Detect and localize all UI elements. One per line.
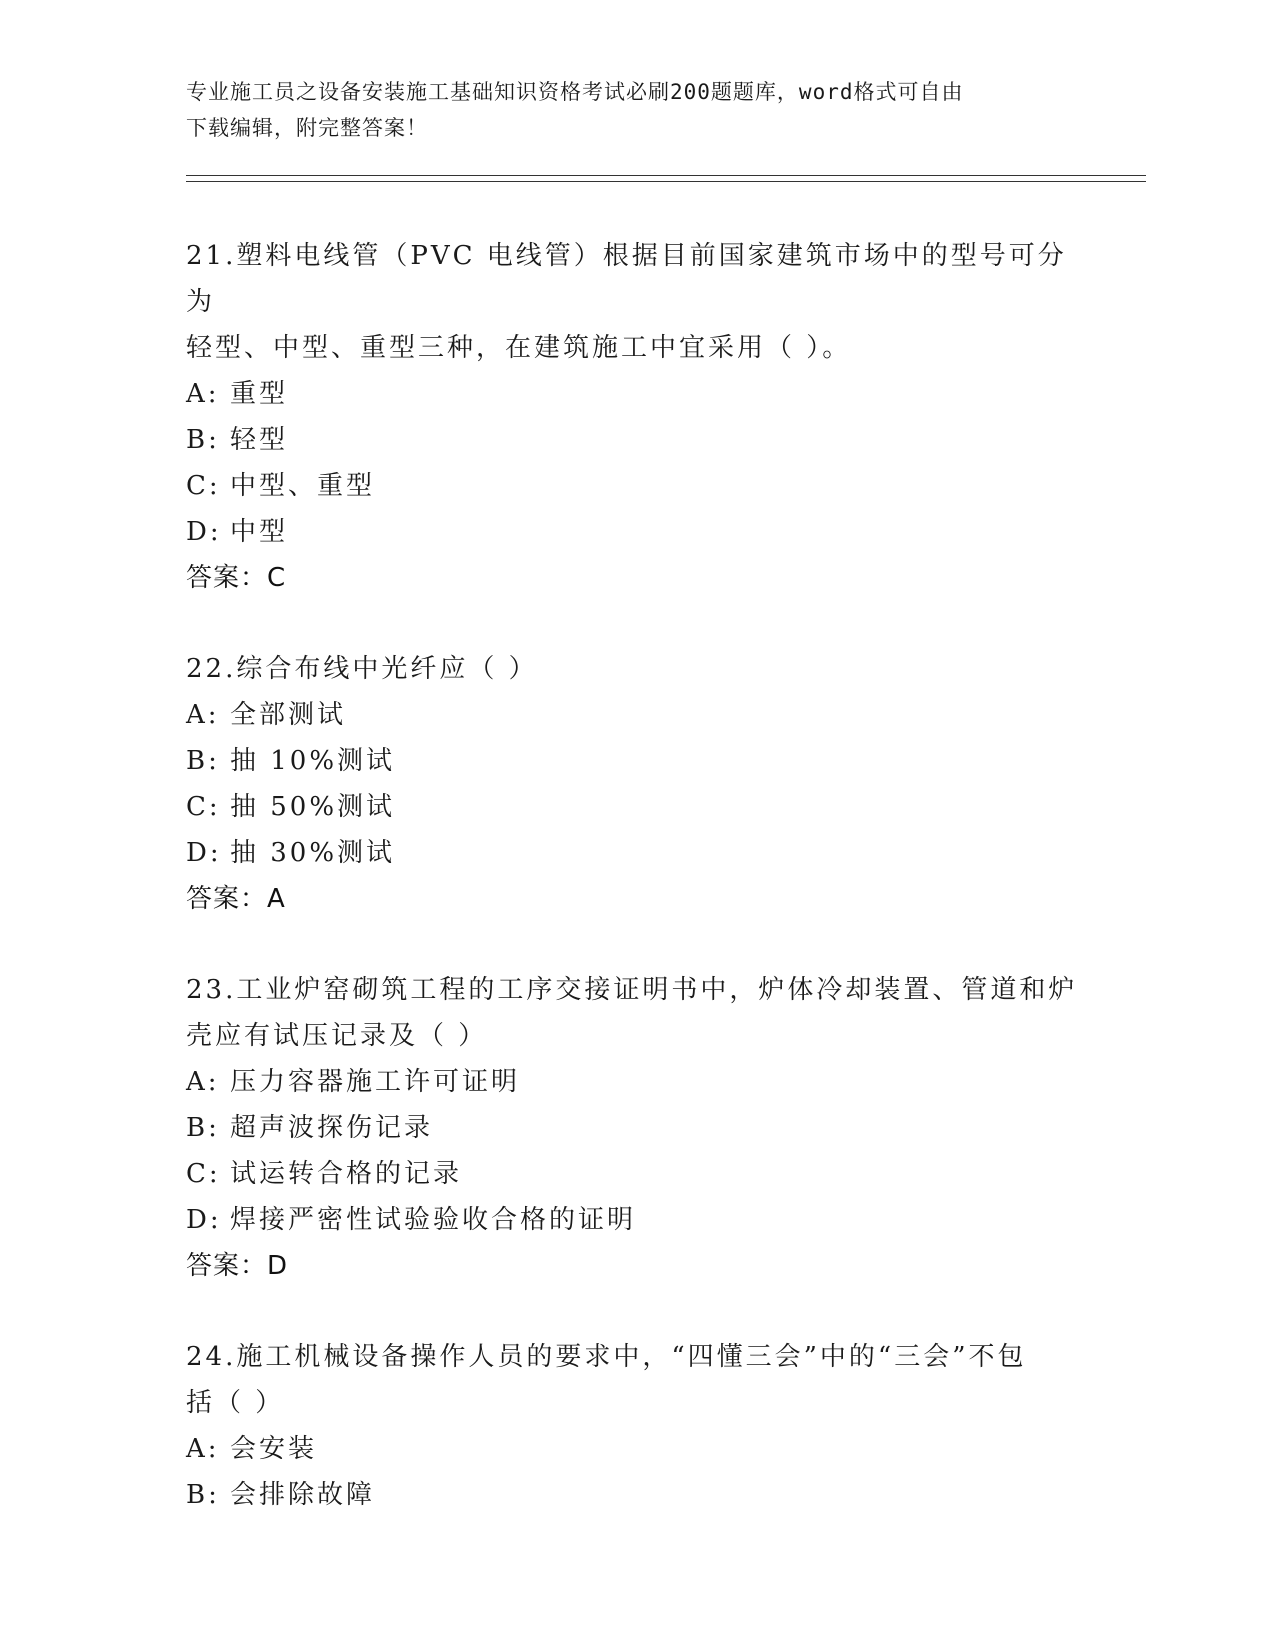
option-text: 会安装 (230, 1434, 318, 1464)
option-key: C: (186, 471, 221, 501)
option-key: A: (186, 1067, 220, 1097)
answer-line: 答案：C (186, 563, 287, 593)
option-key: D: (186, 517, 222, 547)
option-d (186, 509, 1086, 555)
option-text: 中型 (230, 517, 289, 547)
question-text-continued: 括（ ） (186, 1388, 285, 1418)
option-key: C: (186, 792, 221, 822)
option-text: 试运转合格的记录 (230, 1159, 463, 1189)
option-text: 会排除故障 (230, 1480, 376, 1510)
option-key: B: (186, 1480, 220, 1510)
question-spacer (186, 922, 1086, 967)
question-text: 21.塑料电线管（PVC 电线管）根据目前国家建筑市场中的型号可分为 (186, 241, 1067, 317)
option-d (186, 830, 1086, 876)
question-24 (186, 1334, 1086, 1518)
option-key: C: (186, 1159, 221, 1189)
option-key: B: (186, 425, 220, 455)
option-text: 抽 50%测试 (230, 792, 396, 822)
question-text-continued: 轻型、中型、重型三种，在建筑施工中宜采用（ ）。 (186, 333, 852, 363)
question-text: 23.工业炉窑砌筑工程的工序交接证明书中，炉体冷却装置、管道和炉 (186, 975, 1078, 1005)
option-b (186, 738, 1086, 784)
option-text: 重型 (230, 379, 289, 409)
option-a (186, 1426, 1086, 1472)
option-c (186, 1151, 1086, 1197)
document-header (186, 74, 1086, 146)
option-key: A: (186, 379, 220, 409)
question-spacer (186, 601, 1086, 646)
option-c (186, 784, 1086, 830)
header-line-1: 专业施工员之设备安装施工基础知识资格考试必刷200题题库，word格式可自由 (186, 80, 964, 104)
question-21 (186, 233, 1086, 601)
question-spacer (186, 1289, 1086, 1334)
option-a (186, 1059, 1086, 1105)
option-b (186, 417, 1086, 463)
option-key: B: (186, 1113, 220, 1143)
option-c (186, 463, 1086, 509)
option-key: D: (186, 838, 222, 868)
option-text: 压力容器施工许可证明 (230, 1067, 521, 1097)
option-text: 轻型 (230, 425, 289, 455)
option-key: B: (186, 746, 220, 776)
option-key: A: (186, 1434, 220, 1464)
question-23 (186, 967, 1086, 1289)
option-key: A: (186, 700, 220, 730)
question-text: 22.综合布线中光纤应（ ） (186, 654, 538, 684)
answer-line: 答案：A (186, 884, 286, 914)
answer-line: 答案：D (186, 1251, 289, 1281)
question-text: 24.施工机械设备操作人员的要求中，“四懂三会”中的“三会”不包 (186, 1342, 1027, 1372)
option-a (186, 371, 1086, 417)
header-divider-bottom (186, 181, 1146, 182)
question-list (186, 233, 1086, 1518)
question-text-continued: 壳应有试压记录及（ ） (186, 1021, 488, 1051)
option-b (186, 1105, 1086, 1151)
option-d (186, 1197, 1086, 1243)
option-text: 焊接严密性试验验收合格的证明 (230, 1205, 637, 1235)
question-22 (186, 646, 1086, 922)
option-text: 抽 30%测试 (230, 838, 396, 868)
option-text: 抽 10%测试 (230, 746, 396, 776)
option-text: 超声波探伤记录 (230, 1113, 434, 1143)
option-b (186, 1472, 1086, 1518)
header-line-2: 下载编辑，附完整答案！ (186, 116, 428, 140)
option-key: D: (186, 1205, 222, 1235)
option-text: 中型、重型 (230, 471, 376, 501)
header-divider-top (186, 175, 1146, 176)
option-text: 全部测试 (230, 700, 347, 730)
option-a (186, 692, 1086, 738)
